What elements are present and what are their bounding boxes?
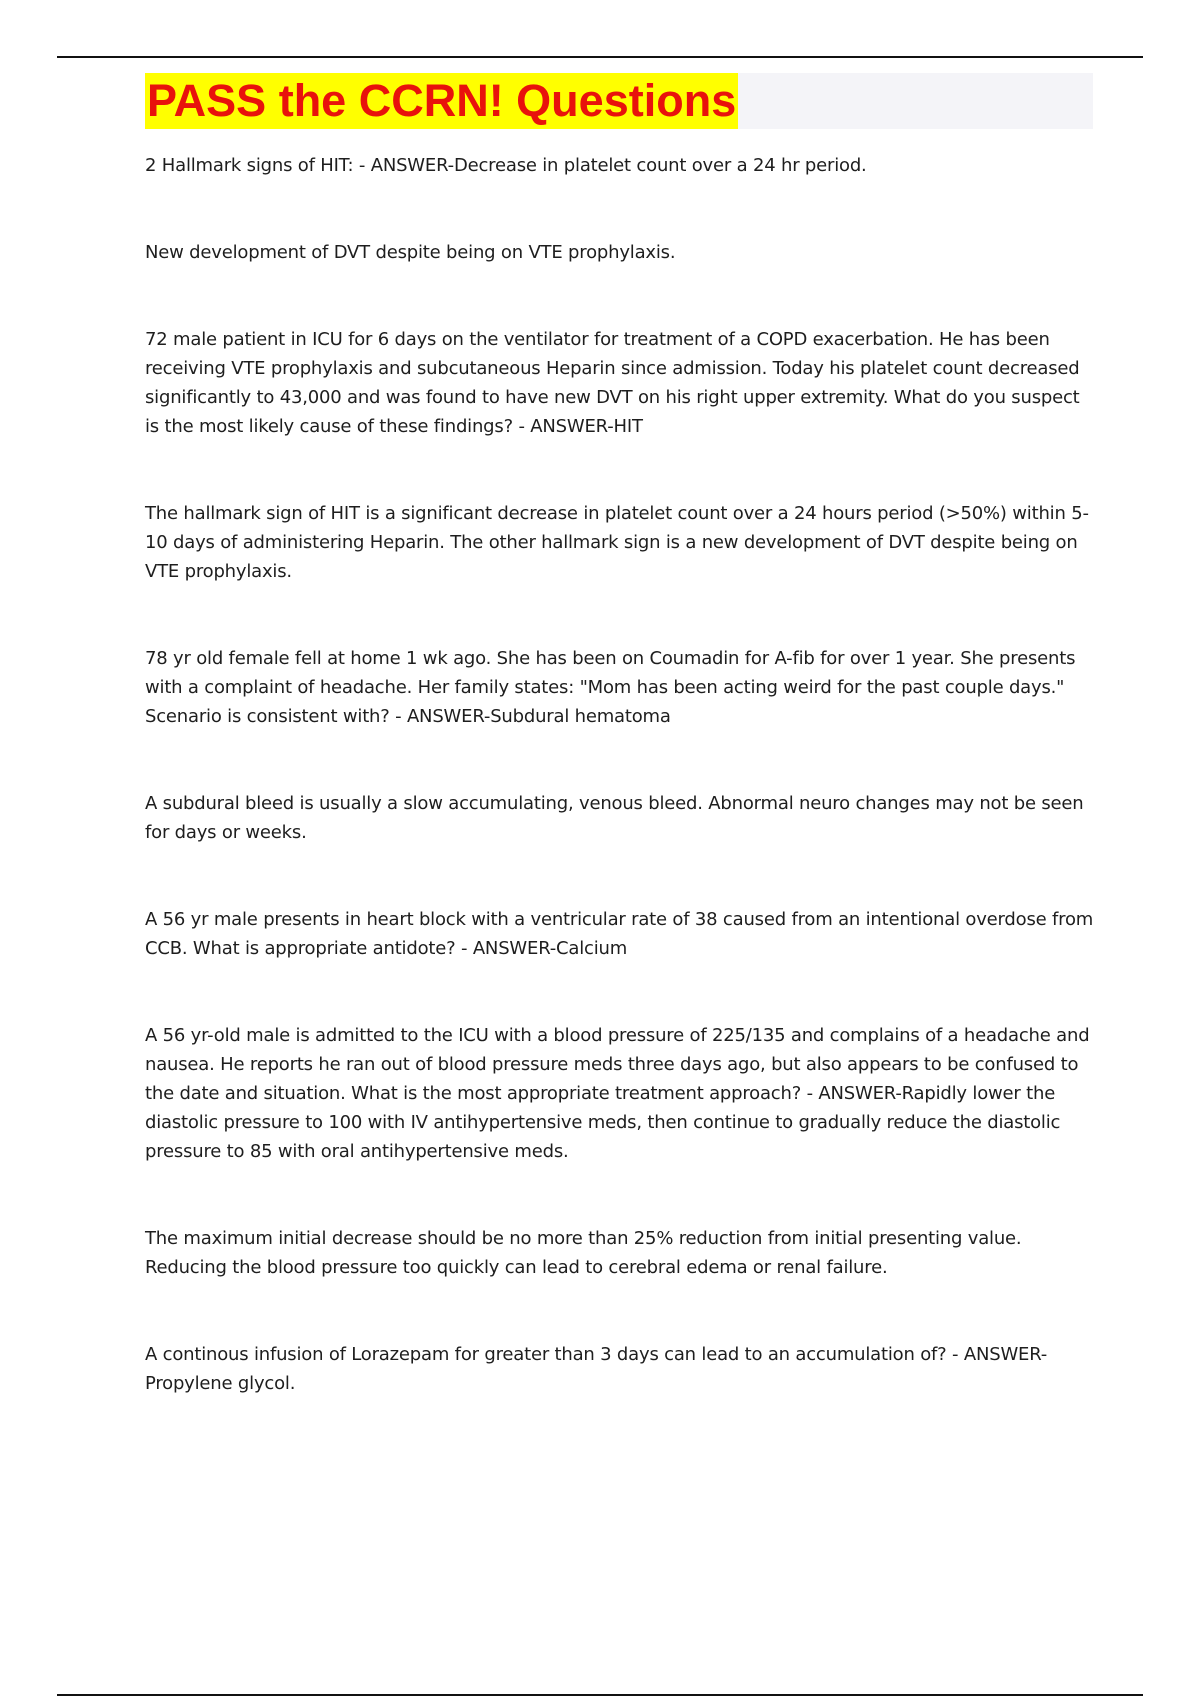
page-title: PASS the CCRN! Questions — [145, 73, 738, 129]
paragraph-hypertension-explanation: The maximum initial decrease should be no more than 25% reduction from initial presenting value. Reducing the blood pressure too quickly can lead to cerebral edema or renal failure. — [145, 1228, 1022, 1278]
bottom-rule — [57, 1694, 1143, 1696]
paragraph-hit-explanation: The hallmark sign of HIT is a significant decrease in platelet count over a 24 hours period (>50%) within 5-10 days of administering Heparin. The other hallmark sign is a new development of DVT despite being on VTE prophylaxis. — [145, 503, 1089, 582]
paragraph-lorazepam-question: A continous infusion of Lorazepam for greater than 3 days can lead to an accumulation of? - ANSWER-Propylene glycol. — [145, 1344, 1048, 1394]
document-body — [145, 151, 1095, 1398]
top-rule — [57, 56, 1143, 58]
paragraph-dvt-development: New development of DVT despite being on VTE prophylaxis. — [145, 242, 676, 263]
paragraph-subdural-explanation: A subdural bleed is usually a slow accumulating, venous bleed. Abnormal neuro changes may not be seen for days or weeks. — [145, 793, 1084, 843]
paragraph-copd-patient-question: 72 male patient in ICU for 6 days on the ventilator for treatment of a COPD exacerbation. He has been receiving VTE prophylaxis and subcutaneous Heparin since admission. Today his platelet count decreased significantly to 43,000 and was found to have new DVT on his right upper extremity. What do you suspect is the most likely cause of these findings? - ANSWER-HIT — [145, 329, 1080, 437]
paragraph-ccb-overdose-question: A 56 yr male presents in heart block with a ventricular rate of 38 caused from an intentional overdose from CCB. What is appropriate antidote? - ANSWER-Calcium — [145, 909, 1094, 959]
paragraph-subdural-question: 78 yr old female fell at home 1 wk ago. She has been on Coumadin for A-fib for over 1 year. She presents with a complaint of headache. Her family states: "Mom has been acting weird for the past couple days." Scenario is consistent with? - ANSWER-Subdural hematoma — [145, 648, 1076, 727]
paragraph-hypertension-question: A 56 yr-old male is admitted to the ICU with a blood pressure of 225/135 and complains of a headache and nausea. He reports he ran out of blood pressure meds three days ago, but also appears to be confused to the date and situation. What is the most appropriate treatment approach? - ANSWER-Rapidly lower the diastolic pressure to 100 with IV antihypertensive meds, then continue to gradually reduce the diastolic pressure to 85 with oral antihypertensive meds. — [145, 1025, 1090, 1162]
paragraph-hit-hallmark-question: 2 Hallmark signs of HIT: - ANSWER-Decrease in platelet count over a 24 hr period. — [145, 155, 867, 176]
